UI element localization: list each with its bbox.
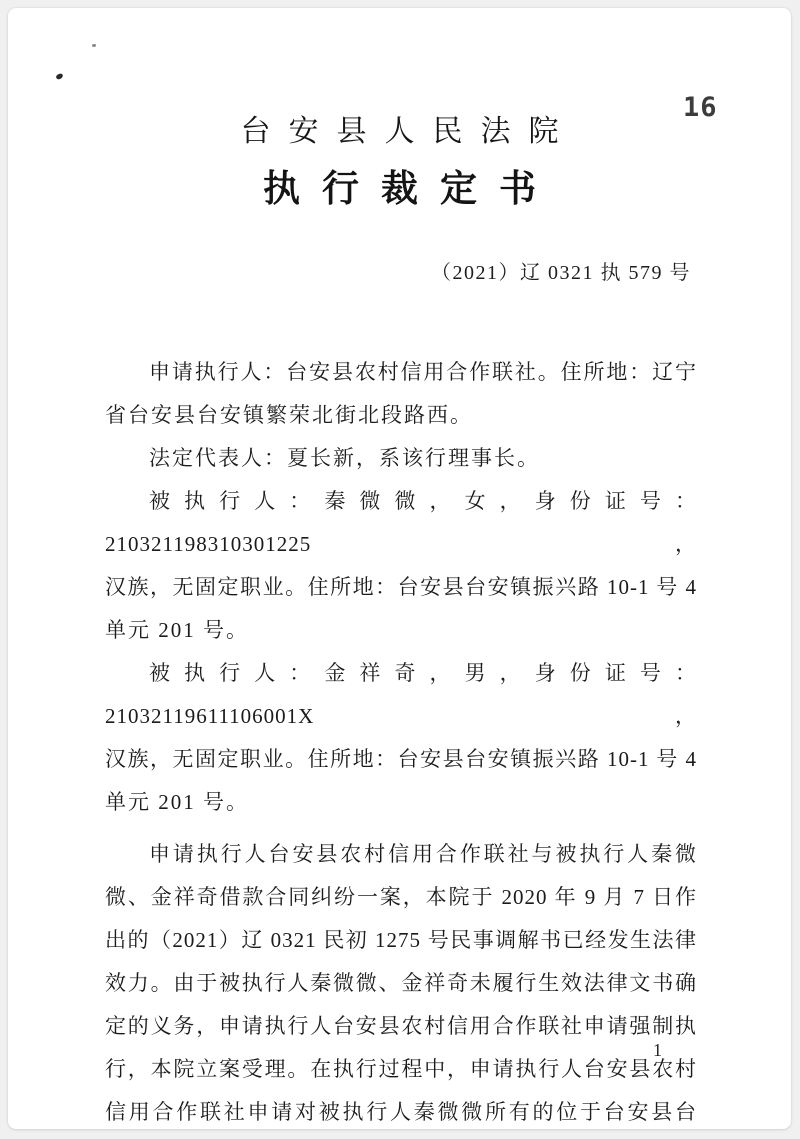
page-number: 1 bbox=[653, 1040, 662, 1060]
body-line-respondent2-address: 汉族，无固定职业。住所地：台安县台安镇振兴路 10-1 号 4 bbox=[105, 747, 697, 771]
body-line-respondent1: 被执行人：秦微微，女，身份证号：210321198310301225， bbox=[105, 489, 697, 556]
court-name-title: 台安县人民法院 bbox=[240, 115, 577, 148]
sheet-number-stamp: 16 bbox=[683, 92, 718, 123]
body-line-legal-representative: 法定代表人：夏长新，系该行理事长。 bbox=[149, 446, 540, 470]
document-type-title: 执行裁定书 bbox=[263, 169, 558, 210]
body-line-narrative: 信用合作联社申请对被执行人秦微微所有的位于台安县台 bbox=[105, 1100, 697, 1124]
body-line-applicant-address: 省台安县台安镇繁荣北街北段路西。 bbox=[105, 403, 473, 427]
body-line-applicant: 申请执行人：台安县农村信用合作联社。住所地：辽宁 bbox=[149, 360, 697, 384]
body-line-narrative: 行，本院立案受理。在执行过程中，申请执行人台安县农村 bbox=[105, 1057, 697, 1081]
document-body bbox=[8, 351, 791, 1134]
document-page bbox=[8, 8, 791, 1129]
body-line-narrative: 申请执行人台安县农村信用合作联社与被执行人秦微 bbox=[149, 842, 697, 866]
body-line-narrative: 定的义务，申请执行人台安县农村信用合作联社申请强制执 bbox=[105, 1014, 697, 1038]
body-line-narrative: 微、金祥奇借款合同纠纷一案，本院于 2020 年 9 月 7 日作 bbox=[105, 885, 697, 909]
body-line-narrative: 出的（2021）辽 0321 民初 1275 号民事调解书已经发生法律 bbox=[105, 928, 697, 952]
body-line-respondent1-address: 汉族，无固定职业。住所地：台安县台安镇振兴路 10-1 号 4 bbox=[105, 575, 697, 599]
body-line-narrative: 效力。由于被执行人秦微微、金祥奇未履行生效法律文书确 bbox=[105, 971, 697, 995]
body-line-respondent2-address-end: 单元 201 号。 bbox=[105, 790, 249, 814]
body-line-respondent2: 被执行人：金祥奇，男，身份证号：21032119611106001X， bbox=[105, 661, 697, 728]
case-number: （2021）辽 0321 执 579 号 bbox=[431, 262, 691, 284]
body-line-respondent1-address-end: 单元 201 号。 bbox=[105, 618, 249, 642]
